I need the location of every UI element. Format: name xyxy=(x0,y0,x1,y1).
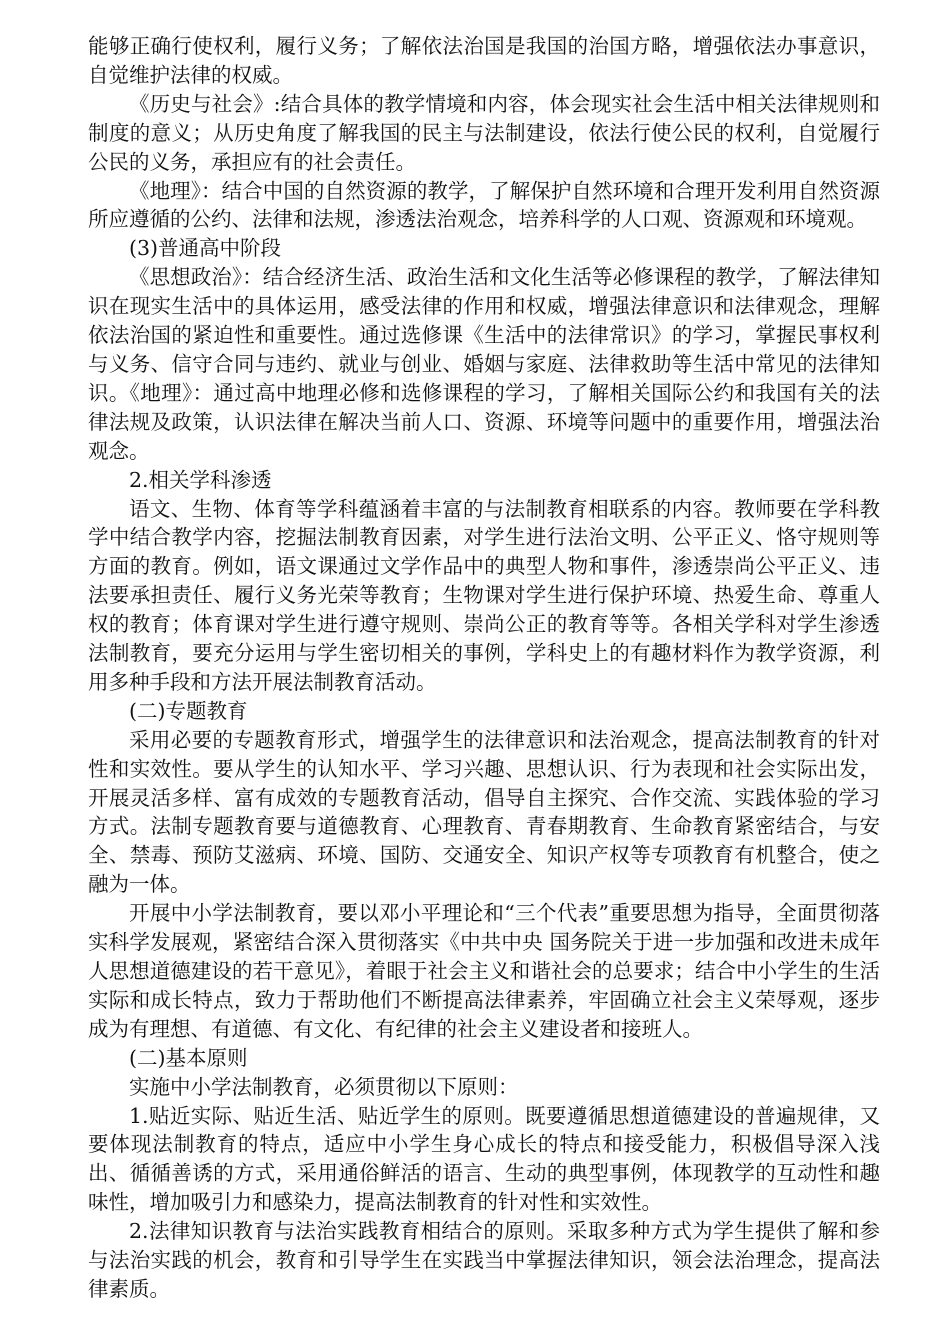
principle-1-paragraph: 1.贴近实际、贴近生活、贴近学生的原则。既要遵循思想道德建设的普遍规律，又要体现法制教育的特点，适应中小学生身心成长的特点和接受能力，积极倡导深入浅出、循循善诱的方式，采用通俗鲜活的语言、生动的典型事例，体现教学的互动性和趣味性，增加吸引力和感染力，提高法制教育的针对性和实效性。 xyxy=(88,1103,880,1215)
high-school-heading: (3)普通高中阶段 xyxy=(129,236,282,261)
politics-paragraph: 《思想政治》：结合经济生活、政治生活和文化生活等必修课程的教学，了解法律知识在现实生活中的具体运用，感受法律的作用和权威，增强法律意识和法律观念，理解依法治国的紧迫性和重要性。通过选修课《生活中的法律常识》的学习，掌握民事权利与义务、信守合同与违约、就业与创业、婚姻与家庭、法律救助等生活中常见的法律知识。《地理》：通过高中地理必修和选修课程的学习，了解相关国际公约和我国有关的法律法规及政策，认识法律在解决当前人口、资源、环境等问题中的重要作用，增强法治观念。 xyxy=(88,265,880,463)
document-page xyxy=(88,32,880,1304)
geography-paragraph: 《地理》：结合中国的自然资源的教学，了解保护自然环境和合理开发利用自然资源所应遵循的公约、法律和法规，渗透法治观念，培养科学的人口观、资源观和环境观。 xyxy=(88,178,880,232)
continued-paragraph: 能够正确行使权利，履行义务；了解依法治国是我国的治国方略，增强依法办事意识，自觉维护法律的权威。 xyxy=(88,34,880,87)
basic-principles-heading: (二)基本原则 xyxy=(129,1045,248,1070)
subject-integration-heading: 2.相关学科渗透 xyxy=(129,467,272,492)
principles-intro-paragraph: 实施中小学法制教育，必须贯彻以下原则： xyxy=(129,1074,519,1099)
subject-integration-paragraph: 语文、生物、体育等学科蕴涵着丰富的与法制教育相联系的内容。教师要在学科教学中结合教学内容，挖掘法制教育因素，对学生进行法治文明、公平正义、恪守规则等方面的教育。例如，语文课通过文学作品中的典型人物和事件，渗透崇尚公平正义、违法要承担责任、履行义务光荣等教育；生物课对学生进行保护环境、热爱生命、尊重人权的教育；体育课对学生进行遵守规则、崇尚公正的教育等等。各相关学科对学生渗透法制教育，要充分运用与学生密切相关的事例，学科史上的有趣材料作为教学资源，利用多种手段和方法开展法制教育活动。 xyxy=(88,496,880,694)
guiding-ideology-paragraph: 开展中小学法制教育，要以邓小平理论和“三个代表”重要思想为指导，全面贯彻落实科学发展观，紧密结合深入贯彻落实《中共中央 国务院关于进一步加强和改进未成年人思想道德建设的若干意见》，着眼于社会主义和谐社会的总要求；结合中小学生的生活实际和成长特点，致力于帮助他们不断提高法律素养，牢固确立社会主义荣辱观，逐步成为有理想、有道德、有文化、有纪律的社会主义建设者和接班人。 xyxy=(88,901,880,1041)
special-topic-paragraph: 采用必要的专题教育形式，增强学生的法律意识和法治观念，提高法制教育的针对性和实效性。要从学生的认知水平、学习兴趣、思想认识、行为表现和社会实际出发，开展灵活多样、富有成效的专题教育活动，倡导自主探究、合作交流、实践体验的学习方式。法制专题教育要与道德教育、心理教育、青春期教育、生命教育紧密结合，与安全、禁毒、预防艾滋病、环境、国防、交通安全、知识产权等专项教育有机整合，使之融为一体。 xyxy=(88,727,880,897)
principle-2-paragraph: 2.法律知识教育与法治实践教育相结合的原则。采取多种方式为学生提供了解和参与法治实践的机会，教育和引导学生在实践当中掌握法律知识，领会法治理念，提高法律素质。 xyxy=(88,1219,880,1301)
history-society-paragraph: 《历史与社会》:结合具体的教学情境和内容，体会现实社会生活中相关法律规则和制度的意义；从历史角度了解我国的民主与法制建设，依法行使公民的权利，自觉履行公民的义务，承担应有的社会责任。 xyxy=(88,91,880,174)
special-topic-heading: (二)专题教育 xyxy=(129,698,248,723)
